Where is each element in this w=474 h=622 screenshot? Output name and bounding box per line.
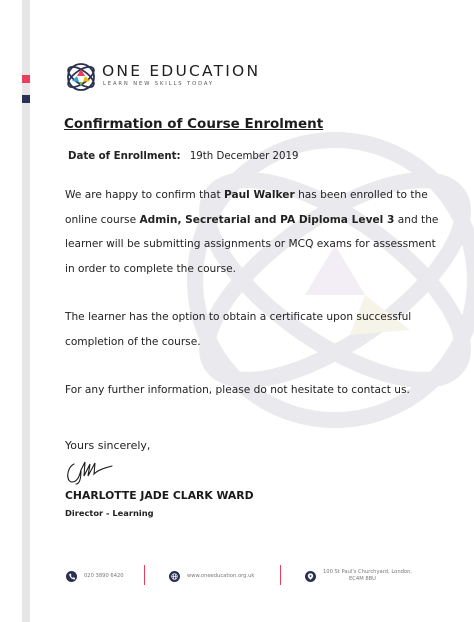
- p1-text-1: We are happy to confirm that: [65, 189, 224, 201]
- brand-name: ONE EDUCATION: [102, 62, 261, 80]
- enrollment-date-row: [68, 151, 298, 162]
- footer-phone: [66, 568, 124, 584]
- footer-divider: [144, 565, 145, 585]
- signer-role: Director - Learning: [65, 508, 154, 518]
- contact-paragraph: For any further information, please do not hesitate to contact us.: [65, 384, 410, 396]
- date-label: Date of Enrollment:: [68, 151, 181, 162]
- footer-address-text: [323, 569, 412, 583]
- learner-name: Paul Walker: [223, 189, 295, 201]
- confirmation-paragraph: [65, 183, 443, 281]
- footer-website: [169, 568, 254, 584]
- signer-name: CHARLOTTE JADE CLARK WARD: [65, 489, 254, 502]
- closing-salutation: Yours sincerely,: [65, 439, 151, 452]
- document-title: Confirmation of Course Enrolment: [64, 116, 324, 132]
- footer-website-text: www.oneeducation.org.uk: [187, 573, 255, 579]
- globe-icon: [169, 571, 180, 582]
- date-value: 19th December 2019: [189, 151, 299, 162]
- footer-phone-text: 020 3890 6420: [84, 573, 124, 579]
- p1-text-3: and the learner will be submitting assignments or MCQ exams for assessment in order to complete the course.: [65, 213, 439, 275]
- accent-square-red: [22, 75, 30, 83]
- location-pin-icon: [305, 571, 316, 582]
- left-margin-bar: [22, 0, 30, 622]
- p1-text-2: has been enrolled to the online course: [65, 189, 428, 226]
- footer-divider: [280, 565, 281, 585]
- certificate-paragraph: The learner has the option to obtain a certificate upon successful completion of the course.: [65, 311, 412, 348]
- course-name: Admin, Secretarial and PA Diploma Level 3: [139, 213, 395, 226]
- address-line-2: EC4M 8BU: [349, 576, 376, 582]
- phone-icon: [66, 571, 77, 582]
- footer-address: [305, 568, 412, 584]
- accent-square-navy: [22, 95, 30, 103]
- address-line-1: 100 St Paul's Churchyard, London,: [323, 569, 413, 575]
- handwritten-signature: [64, 456, 116, 486]
- brand-tagline: LEARN NEW SKILLS TODAY: [103, 81, 215, 87]
- one-education-logo-icon: [64, 60, 98, 94]
